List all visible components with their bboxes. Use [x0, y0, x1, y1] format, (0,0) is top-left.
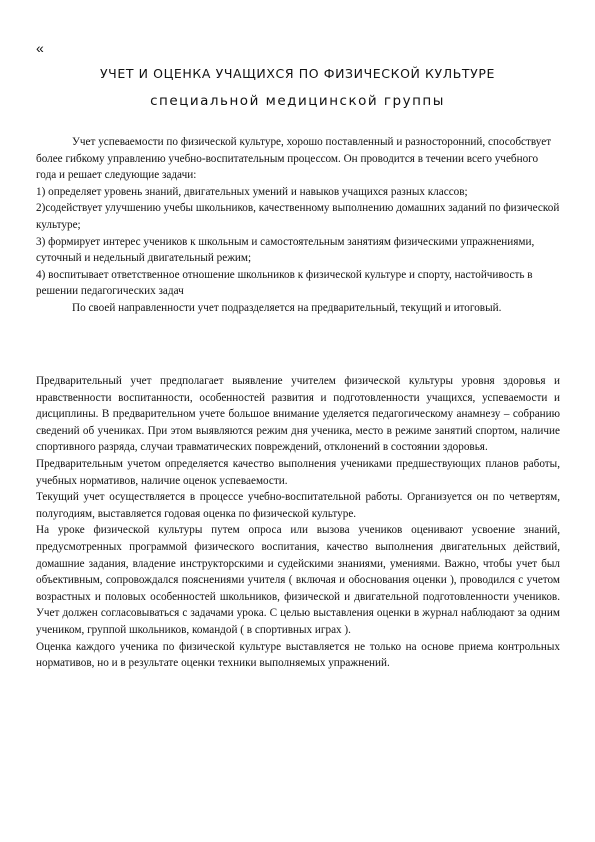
classification-paragraph: По своей направленности учет подразделяется на предварительный, текущий и итоговый.: [72, 301, 502, 314]
document-title: УЧЕТ И ОЦЕНКА УЧАЩИХСЯ ПО ФИЗИЧЕСКОЙ КУЛЬТУРЕ: [99, 66, 496, 81]
task-item: 4) воспитывает ответственное отношение школьников к физической культуре и спорту, настойчивость в решении педагогических задач: [36, 268, 533, 298]
task-item: 3) формирует интерес учеников к школьным и самостоятельным занятиям физическими упражнениями, суточный и недельный двигательный режим;: [36, 235, 535, 265]
body-paragraph: Предварительный учет предполагает выявление учителем физической культуры уровня здоровья и нравственности воспитанности, особенностей развития и подготовленности учащихся, успеваемости и дисциплины. В предварительном учете большое внимание уделяется педагогическому анамнезу – собранию сведений об учениках. При этом выявляются режим дня ученика, место в режиме занятий спортом, наличие спортивного разряда, случаи травматических повреждений, отклонений в состоянии здоровья.: [36, 375, 560, 454]
task-item: 2)содействует улучшению учебы школьников, качественному выполнению домашних заданий по физической культуре;: [36, 202, 560, 231]
body-paragraph: Предварительным учетом определяется качество выполнения учениками предшествующих планов работы, учебных нормативов, наличие оценок успеваемости.: [36, 457, 560, 487]
document-subtitle: специальной медицинской группы: [150, 93, 445, 109]
quote-mark: «: [36, 40, 44, 56]
body-paragraph: Текущий учет осуществляется в процессе учебно-воспитательной работы. Организуется он по четвертям, полугодиям, выставляется годовая оценка по физической культуре.: [36, 491, 560, 520]
intro-paragraph: Учет успеваемости по физической культуре, хорошо поставленный и разносторонний, способствует более гибкому управлению учебно-воспитательным процессом. Он проводится в течении всего учебного года и решает следующие задачи:: [36, 136, 552, 182]
body-paragraph: Оценка каждого ученика по физической культуре выставляется не только на основе приема контрольных нормативов, но и в результате оценки техники выполняемых упражнений.: [36, 640, 560, 670]
intro-section: [36, 134, 560, 317]
body-paragraph: На уроке физической культуры путем опроса или вызова учеников оценивают усвоение знаний, предусмотренных программой физического воспитания, качество выполнения двигательных действий, домашние задания, владение инструкторскими и судейскими знаниями, умениями. Важно, чтобы учет был объективным, сопровождался пояснениями учителя ( включая и обоснования оценки ), проводился с учетом возрастных и половых особенностей школьников, физической и двигательной подготовленности учеников. Учет должен согласовываться с задачами урока. С целью выставления оценки в журнал наблюдают за одним учеником, группой школьников, командой ( в спортивных играх ).: [36, 524, 560, 636]
task-item: 1) определяет уровень знаний, двигательных умений и навыков учащихся разных классов;: [36, 185, 468, 198]
main-section: [36, 373, 560, 672]
